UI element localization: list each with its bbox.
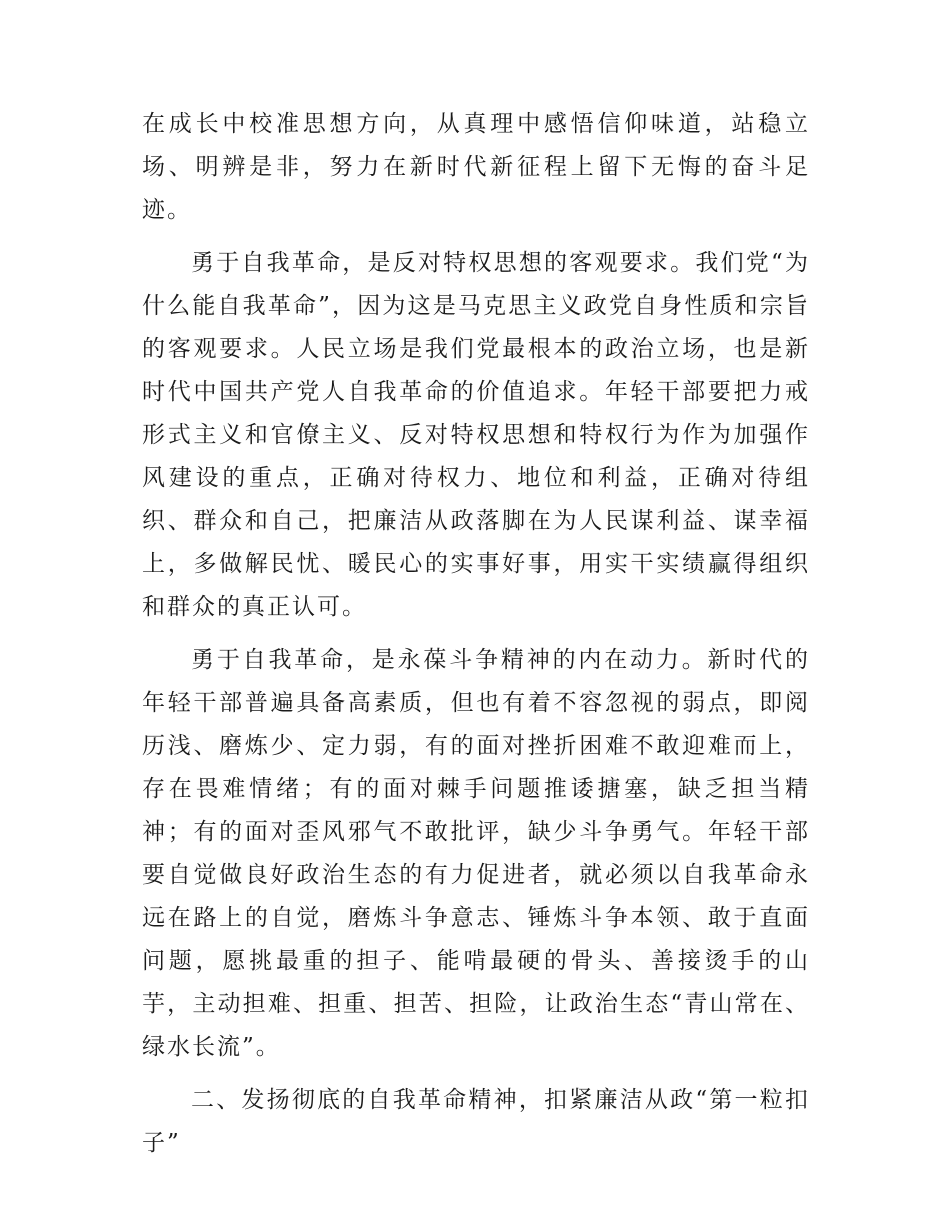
- document-body: [142, 103, 810, 1165]
- section-heading-two: 二、发扬彻底的自我革命精神，扣紧廉洁从政“第一粒扣子”: [142, 1087, 810, 1156]
- paragraph-continuation: 在成长中校准思想方向，从真理中感悟信仰味道，站稳立场、明辨是非，努力在新时代新征程上留下无悔的奋斗足迹。: [142, 111, 810, 223]
- paragraph-anti-privilege: 勇于自我革命，是反对特权思想的客观要求。我们党“为什么能自我革命”，因为这是马克思主义政党自身性质和宗旨的客观要求。人民立场是我们党最根本的政治立场，也是新时代中国共产党人自我革命的价值追求。年轻干部要把力戒形式主义和官僚主义、反对特权思想和特权行为作为加强作风建设的重点，正确对待权力、地位和利益，正确对待组织、群众和自己，把廉洁从政落脚在为人民谋利益、谋幸福上，多做解民忧、暖民心的实事好事，用实干实绩赢得组织和群众的真正认可。: [142, 250, 810, 620]
- paragraph-struggle-spirit: 勇于自我革命，是永葆斗争精神的内在动力。新时代的年轻干部普遍具备高素质，但也有着不容忽视的弱点，即阅历浅、磨炼少、定力弱，有的面对挫折困难不敢迎难而上，存在畏难情绪；有的面对棘手问题推诿搪塞，缺乏担当精神；有的面对歪风邪气不敢批评，缺少斗争勇气。年轻干部要自觉做良好政治生态的有力促进者，就必须以自我革命永远在路上的自觉，磨炼斗争意志、锤炼斗争本领、敢于直面问题，愿挑最重的担子、能啃最硬的骨头、善接烫手的山芋，主动担难、担重、担苦、担险，让政治生态“青山常在、绿水长流”。: [142, 647, 810, 1060]
